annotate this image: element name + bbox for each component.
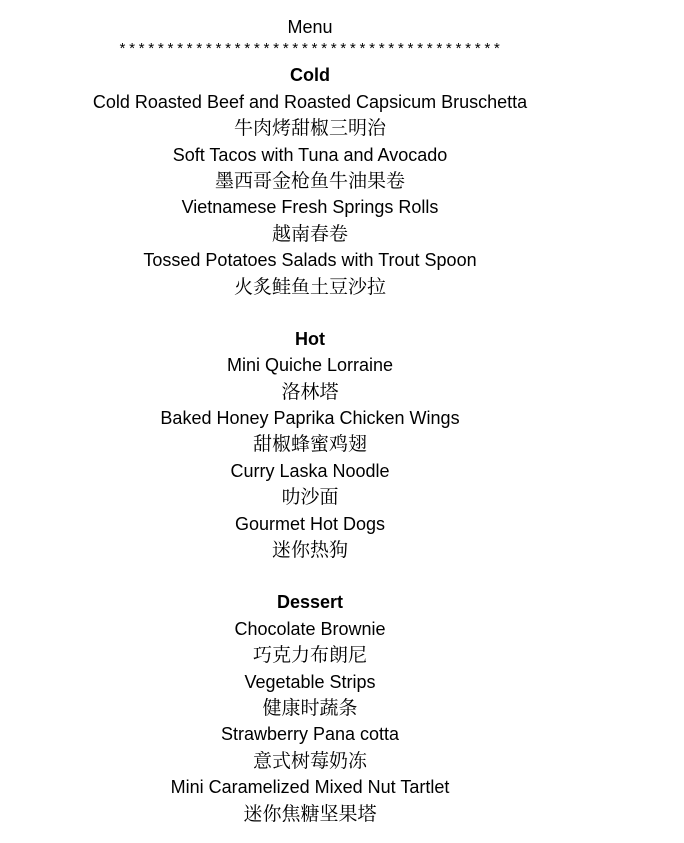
- menu-item-en: Mini Quiche Lorraine: [226, 355, 394, 376]
- menu-title: Menu: [287, 17, 333, 37]
- menu-item-zh: 叻沙面: [281, 486, 339, 509]
- section-heading-cold: Cold: [290, 65, 330, 86]
- menu-item-zh: 巧克力布朗尼: [252, 644, 367, 667]
- menu-item-en: Chocolate Brownie: [234, 618, 386, 639]
- section-heading-dessert: Dessert: [276, 592, 344, 613]
- menu-item-zh: 迷你热狗: [271, 539, 348, 562]
- section-heading-hot: Hot: [295, 328, 325, 349]
- menu-item-en: Soft Tacos with Tuna and Avocado: [172, 144, 448, 165]
- menu-item-en: Vietnamese Fresh Springs Rolls: [181, 197, 439, 218]
- menu-item-zh: 牛肉烤甜椒三明治: [233, 117, 386, 140]
- menu-item-en: Vegetable Strips: [244, 671, 376, 692]
- menu-item-zh: 意式树莓奶冻: [252, 749, 367, 772]
- menu-item-en: Curry Laska Noodle: [230, 460, 390, 481]
- menu-item-zh: 墨西哥金枪鱼牛油果卷: [214, 169, 405, 192]
- menu-item-en: Tossed Potatoes Salads with Trout Spoon: [143, 250, 477, 271]
- menu-item-en: Strawberry Pana cotta: [220, 724, 400, 745]
- menu-item-en: Baked Honey Paprika Chicken Wings: [160, 408, 460, 429]
- menu-item-zh: 健康时蔬条: [262, 696, 358, 719]
- menu-item-zh: 迷你焦糖坚果塔: [243, 802, 377, 825]
- divider-stars: ****************************************: [117, 42, 503, 60]
- menu-item-en: Mini Caramelized Mixed Nut Tartlet: [170, 777, 450, 798]
- menu-item-en: Gourmet Hot Dogs: [234, 513, 386, 534]
- menu-item-en: Cold Roasted Beef and Roasted Capsicum Bruschetta: [92, 91, 528, 112]
- menu-item-zh: 越南春卷: [271, 222, 348, 245]
- menu-item-zh: 甜椒蜂蜜鸡翅: [252, 433, 367, 456]
- menu-item-zh: 洛林塔: [281, 380, 339, 403]
- section-spacer: [0, 563, 620, 589]
- section-spacer: [0, 300, 620, 326]
- menu-item-zh: 火炙鲑鱼土豆沙拉: [233, 275, 386, 298]
- menu-column: [0, 14, 620, 827]
